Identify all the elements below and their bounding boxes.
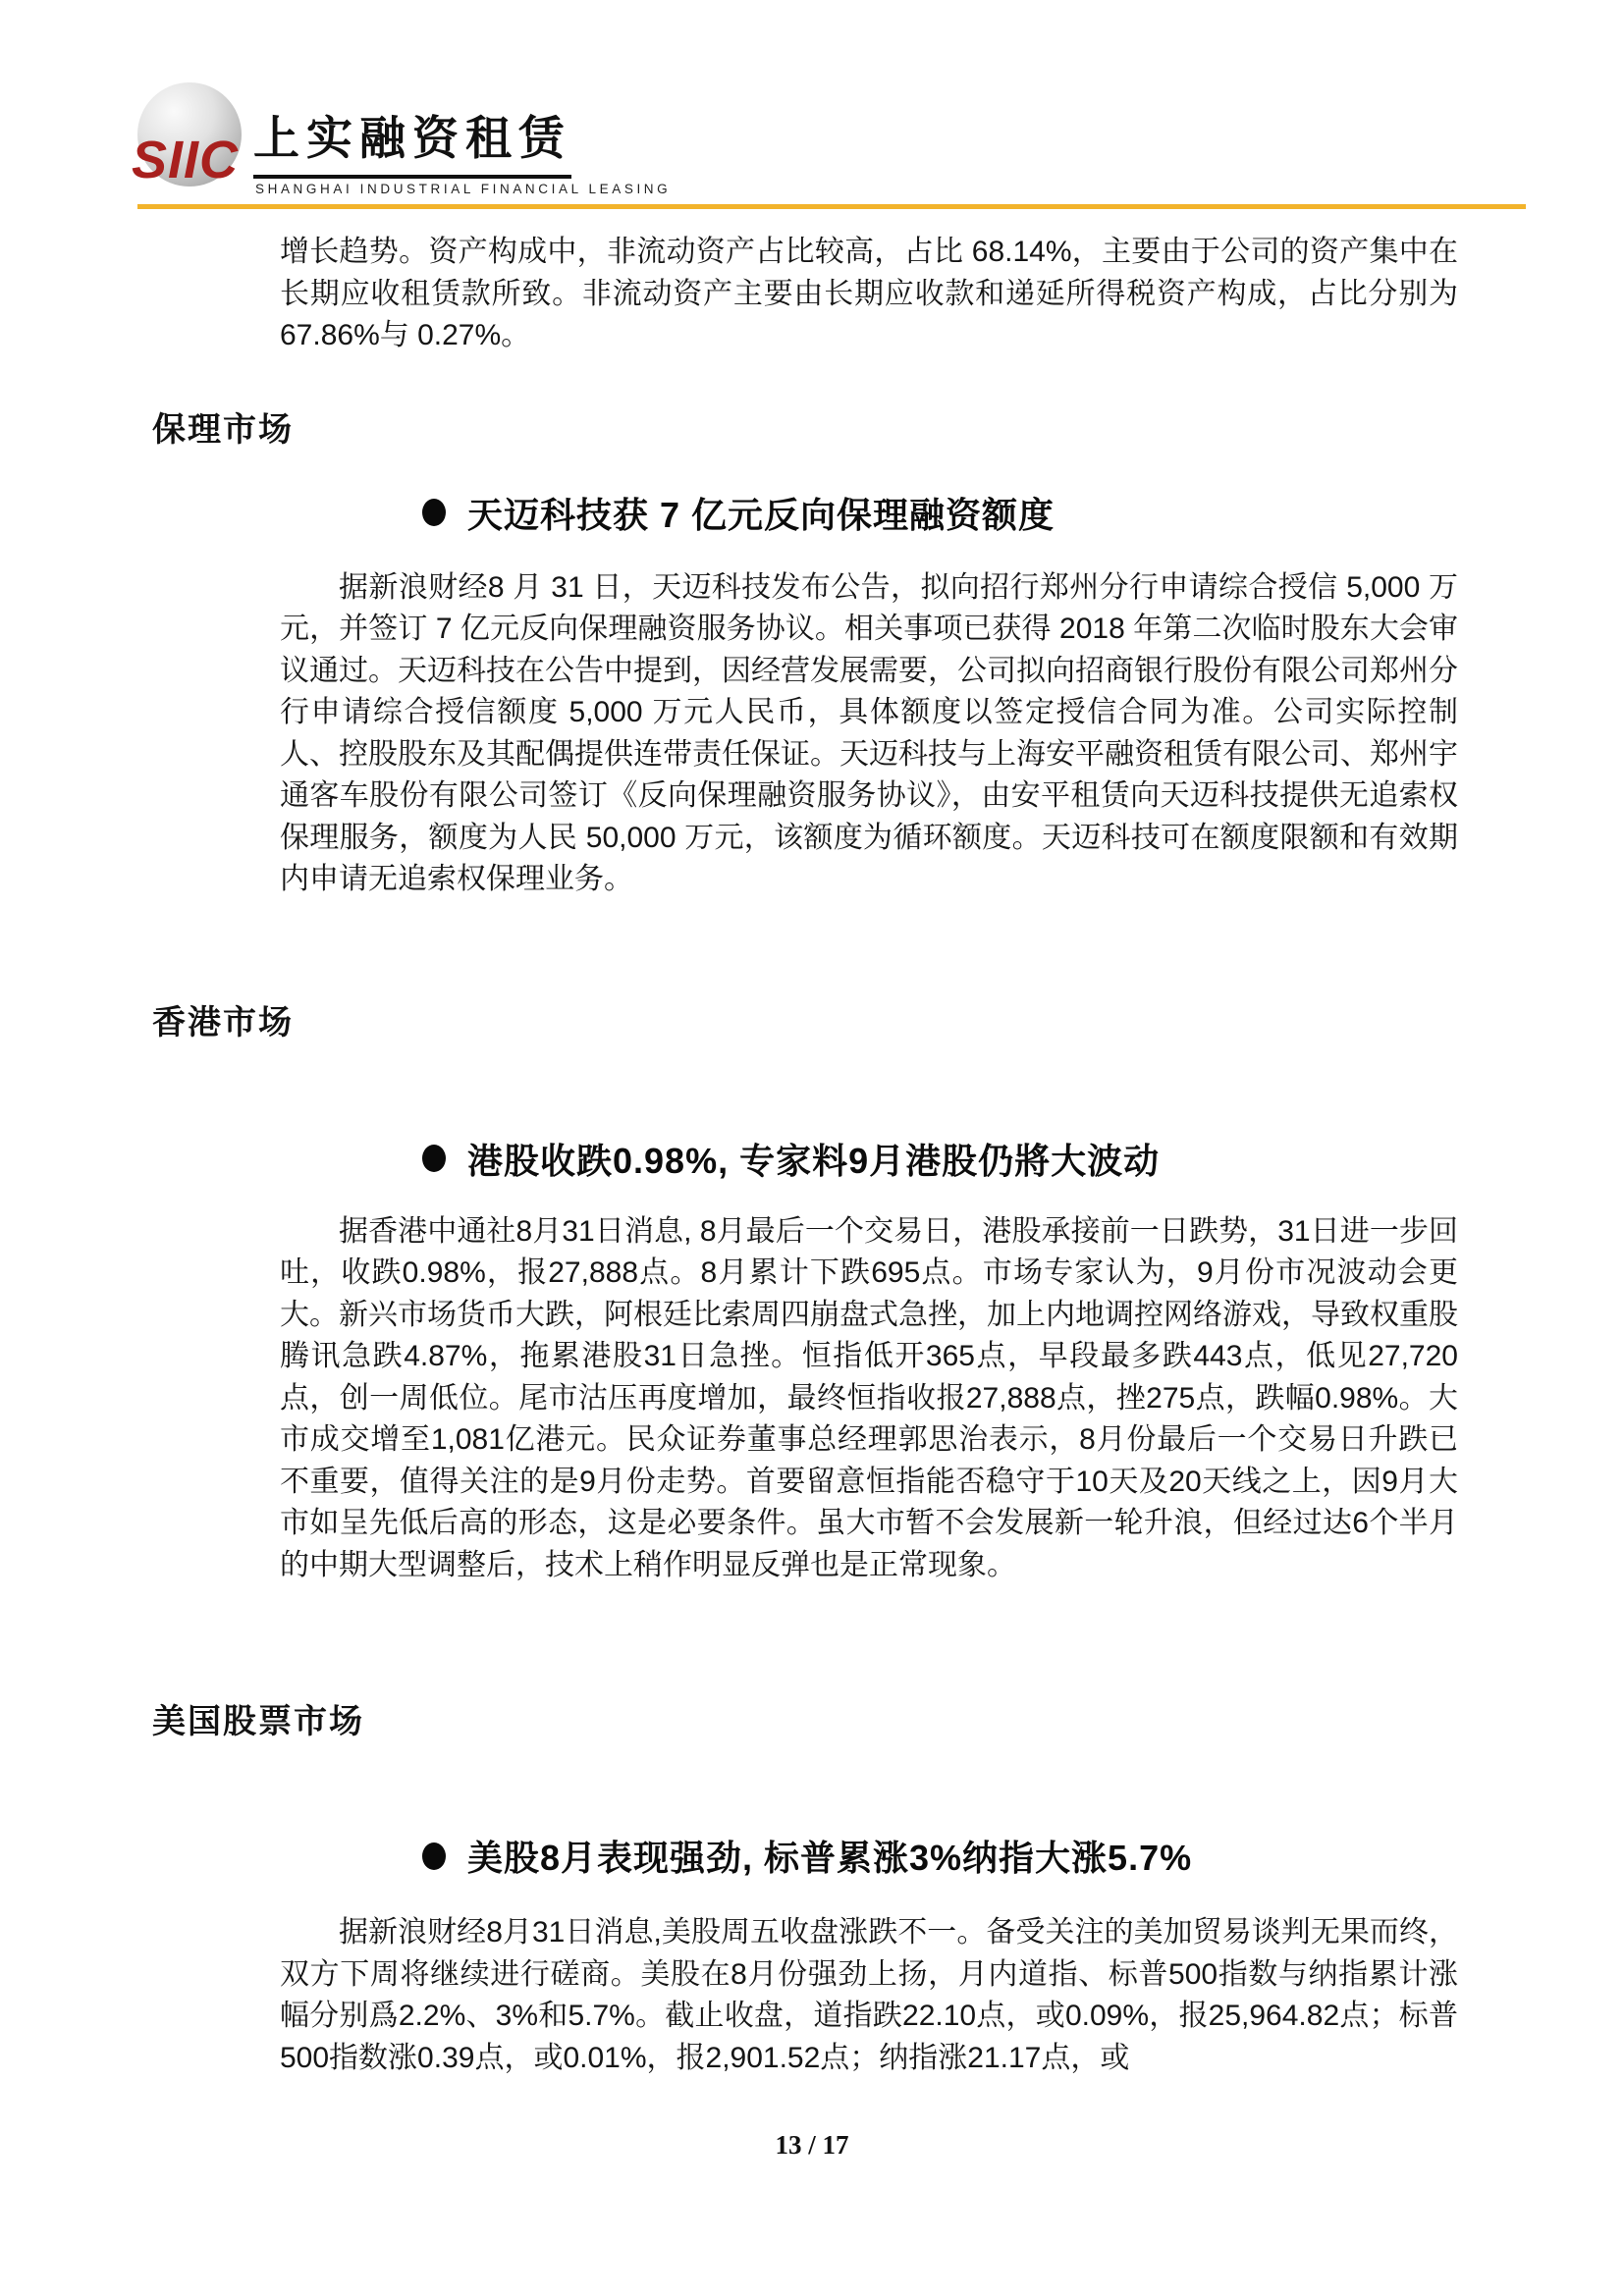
section-heading-us-stock: 美国股票市场 — [152, 1703, 364, 1740]
page-content — [147, 232, 1488, 2079]
logo-company-name-cn: 上实融资租赁 — [253, 102, 571, 179]
logo-company-name-en: SHANGHAI INDUSTRIAL FINANCIAL LEASING — [255, 182, 672, 196]
section-heading-factoring: 保理市场 — [152, 410, 294, 449]
bullet-icon — [422, 1145, 446, 1172]
bullet-icon — [422, 499, 446, 526]
bullet-icon — [422, 1842, 446, 1870]
news-headline: 港股收跌0.98%, 专家料9月港股仍將大波动 — [467, 1140, 1161, 1181]
news-item-headline-row — [422, 488, 1488, 538]
news-item-headline-row — [422, 1134, 1488, 1184]
logo-acronym: SIIC — [132, 131, 240, 189]
section-heading-hongkong: 香港市场 — [152, 1003, 294, 1041]
intro-paragraph: 增长趋势。资产构成中，非流动资产占比较高，占比 68.14%，主要由于公司的资产集中在长期应收租赁款所致。非流动资产主要由长期应收款和递延所得税资产构成，占比分别为 67.86%与 0.27%。 — [280, 236, 1458, 351]
company-logo — [132, 80, 687, 203]
news-body-paragraph: 据新浪财经8 月 31 日，天迈科技发布公告，拟向招行郑州分行申请综合授信 5,000 万元，并签订 7 亿元反向保理融资服务协议。相关事项已获得 2018 年第二次临时股东大会审议通过。天迈科技在公告中提到，因经营发展需要，公司拟向招商银行股份有限公司郑州分行申请综合授信额度 5,000 万元人民币，具体额度以签定授信合同为准。公司实际控制人、控股股东及其配偶提供连带责任保证。天迈科技与上海安平融资租赁有限公司、郑州宇通客车股份有限公司签订《反向保理融资服务协议》，由安平租赁向天迈科技提供无追索权保理服务，额度为人民 50,000 万元，该额度为循环额度。天迈科技可在额度限额和有效期内申请无追索权保理业务。 — [280, 570, 1458, 895]
news-item-headline-row — [422, 1831, 1488, 1881]
news-headline: 天迈科技获 7 亿元反向保理融资额度 — [467, 494, 1056, 535]
news-body-paragraph: 据香港中通社8月31日消息, 8月最后一个交易日，港股承接前一日跌势，31日进一步回吐，收跌0.98%，报27,888点。8月累计下跌695点。市场专家认为，9月份市况波动会更大。新兴市场货币大跌，阿根廷比索周四崩盘式急挫，加上内地调控网络游戏，导致权重股腾讯急跌4.87%，拖累港股31日急挫。恒指低开365点，早段最多跌443点，低见27,720点，创一周低位。尾市沽压再度增加，最终恒指收报27,888点，挫275点，跌幅0.98%。大市成交增至1,081亿港元。民众证券董事总经理郭思治表示，8月份最后一个交易日升跌已不重要，值得关注的是9月份走势。首要留意恒指能否稳守于10天及20天线之上，因9月大市如呈先低后高的形态，这是必要条件。虽大市暂不会发展新一轮升浪，但经过达6个半月的中期大型调整后，技术上稍作明显反弹也是正常现象。 — [280, 1214, 1458, 1581]
news-headline: 美股8月表现强劲, 标普累涨3%纳指大涨5.7% — [467, 1838, 1193, 1878]
header-divider-rule — [137, 204, 1526, 209]
page-number: 13 / 17 — [775, 2130, 849, 2160]
news-body-paragraph: 据新浪财经8月31日消息,美股周五收盘涨跌不一。备受关注的美加贸易谈判无果而终，双方下周将继续进行磋商。美股在8月份强劲上扬，月内道指、标普500指数与纳指累计涨幅分别爲2.2%、3%和5.7%。截止收盘，道指跌22.10点，或0.09%，报25,964.82点；标普500指数涨0.39点，或0.01%，报2,901.52点；纳指涨21.17点，或 — [280, 1916, 1458, 2074]
